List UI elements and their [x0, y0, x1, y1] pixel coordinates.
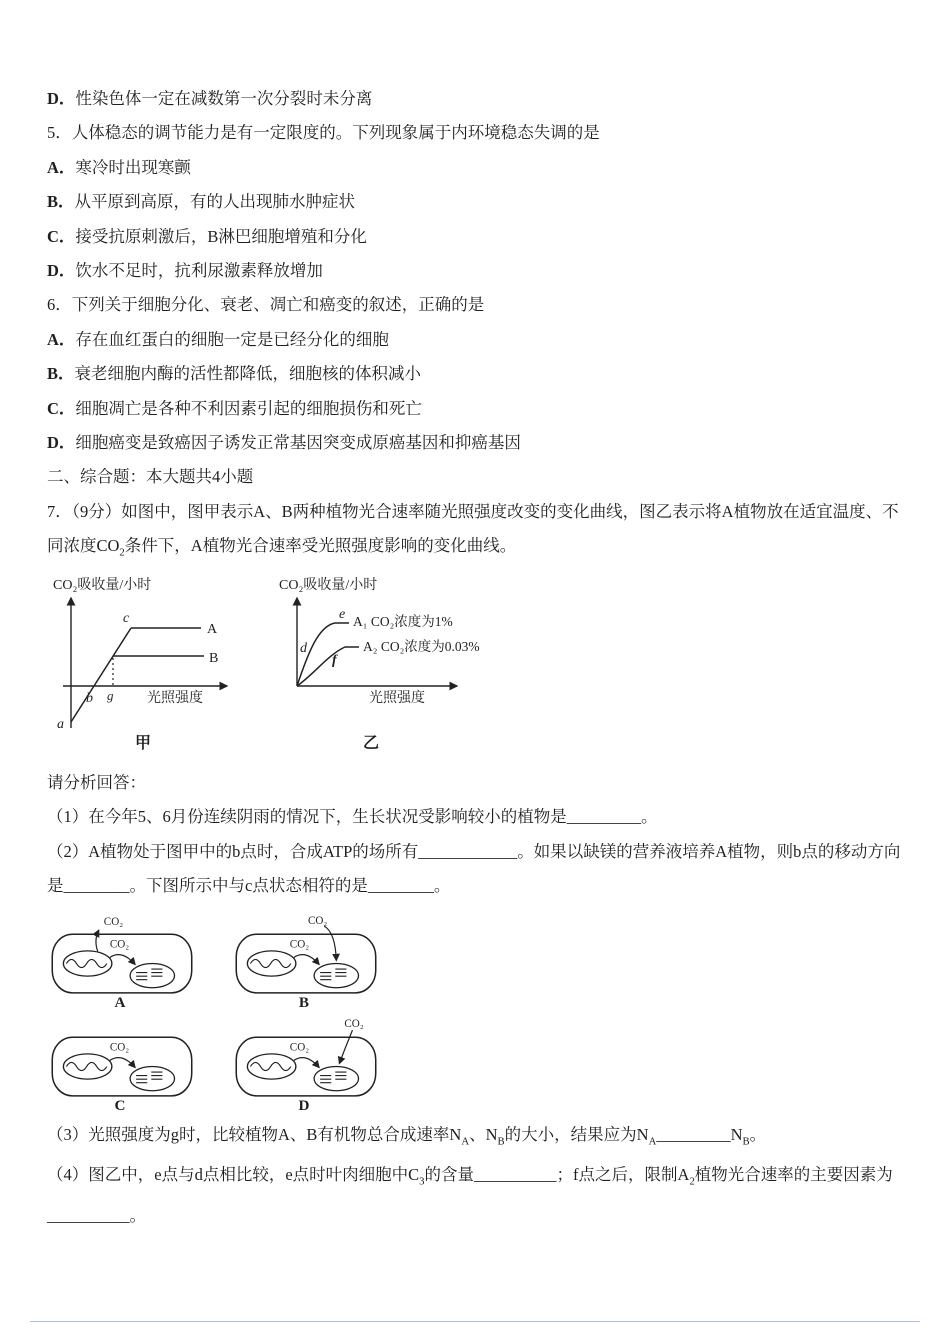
cell-diagram-b — [231, 914, 383, 1009]
chloroplast-grana — [136, 1072, 162, 1083]
co2-arrow-internal — [294, 1057, 319, 1067]
option-text: 饮水不足时，抗利尿激素释放增加 — [75, 261, 323, 281]
yi-point-d: d — [300, 640, 307, 656]
q7-part2: （2）A植物处于图甲中的b点时，合成ATP的场所有____________。如果以缺镁的营养液培养A植物，则b点的移动方向是________。下图所示中与c点状态相符的是________。 — [47, 841, 901, 896]
cell-diagrams-grid — [47, 914, 447, 1112]
chloroplast-grana — [320, 1072, 346, 1083]
q5-option-c — [47, 220, 905, 254]
jia-x-axis-label: 光照强度 — [147, 690, 203, 706]
q5-option-b — [47, 185, 905, 219]
option-letter: C． — [47, 226, 76, 246]
co2-label-external: CO₂ — [103, 915, 124, 928]
q7-part3: （3）光照强度为g时，比较植物A、B有机物总合成速率$N_A$、$N_B$的大小，结果应为$N_A\_\_\_\_\_\_\_\_\_N_B$。 — [47, 1124, 767, 1147]
co2-arrow-out — [96, 930, 99, 951]
jia-caption: 甲 — [135, 734, 152, 752]
option-letter: D． — [47, 433, 76, 453]
page-footer-rule — [30, 1321, 920, 1322]
q7-stem: 7．（9分）如图中，图甲表示A、B两种植物光合速率随光照强度改变的变化曲线，图乙表示将A植物放在适宜温度、不同浓度$CO_2$条件下，A植物光合速率受光照强度影响的变化曲线。 — [47, 501, 899, 559]
section-header: 二、综合题：本大题共4小题 — [47, 467, 254, 487]
mitochondrion-cristae — [250, 959, 290, 967]
figure-yi-graph — [277, 576, 507, 754]
jia-curve-a-label: A — [207, 621, 218, 637]
jia-rising-curve — [71, 628, 131, 722]
co2-arrow-in — [339, 1030, 352, 1063]
yi-point-e: e — [339, 606, 346, 622]
mitochondrion — [247, 1053, 296, 1078]
jia-point-a: a — [57, 716, 64, 732]
option-text: 细胞凋亡是各种不利因素引起的细胞损伤和死亡 — [75, 398, 422, 418]
jia-curve-b-label: B — [209, 650, 219, 666]
q7-figure-row — [51, 576, 905, 754]
jia-point-g: g — [107, 687, 114, 703]
yi-caption: 乙 — [363, 734, 380, 752]
co2-label-external: CO₂ — [344, 1017, 364, 1030]
cell-caption-b: B — [298, 993, 310, 1009]
option-text: 从平原到高原，有的人出现肺水肿症状 — [74, 192, 356, 212]
mitochondrion-cristae — [66, 1062, 106, 1070]
option-text: 性染色体一定在减数第一次分裂时未分离 — [75, 89, 373, 108]
q5-option-a — [47, 151, 905, 185]
cell-caption-d: D — [298, 1096, 310, 1112]
option-letter: D． — [47, 89, 76, 108]
mitochondrion — [63, 950, 112, 975]
prev-question-option-d — [47, 82, 905, 116]
q6-option-b — [47, 357, 905, 391]
co2-arrow-internal — [294, 954, 319, 964]
option-text: 寒冷时出现寒颤 — [75, 157, 191, 177]
q7-part1: （1）在今年5、6月份连续阴雨的情况下，生长状况受影响较小的植物是_________。 — [47, 807, 658, 827]
option-letter: A． — [47, 329, 76, 349]
option-letter: B． — [47, 192, 75, 212]
yi-point-f: f — [332, 652, 337, 668]
co2-arrow-in — [324, 926, 336, 960]
jia-y-axis-label: CO₂吸收量/小时 — [53, 577, 152, 593]
mitochondrion-cristae — [250, 1062, 290, 1070]
yi-y-axis-label: CO₂吸收量/小时 — [279, 577, 378, 593]
option-letter: D． — [47, 261, 76, 281]
mitochondrion-cristae — [66, 959, 106, 967]
yi-curve-a1-label: A₁ CO₂浓度为1% — [353, 613, 453, 629]
q6-stem: 6．下列关于细胞分化、衰老、凋亡和癌变的叙述，正确的是 — [47, 295, 485, 315]
q7-analyze-prompt: 请分析回答： — [47, 772, 146, 792]
figure-jia-graph — [51, 576, 271, 754]
option-text: 细胞癌变是致癌因子诱发正常基因突变成原癌基因和抑癌基因 — [75, 433, 521, 453]
cell-caption-a: A — [114, 993, 126, 1009]
yi-x-axis-label: 光照强度 — [369, 690, 425, 706]
co2-label-internal: CO₂ — [109, 937, 130, 950]
option-text: 衰老细胞内酶的活性都降低，细胞核的体积减小 — [74, 364, 422, 384]
co2-arrow-internal — [110, 1057, 135, 1067]
option-letter: A． — [47, 157, 76, 177]
q6-option-a — [47, 323, 905, 357]
q7-part4: （4）图乙中，e点与d点相比较，e点时叶肉细胞中$C_3$的含量__________；f点之后，限制$A_2$植物光合速率的主要因素为__________。 — [47, 1165, 893, 1226]
q5-stem: 5．人体稳态的调节能力是有一定限度的。下列现象属于内环境稳态失调的是 — [47, 123, 600, 143]
chloroplast-grana — [136, 969, 162, 980]
co2-arrow-internal — [110, 954, 135, 964]
cell-caption-c: C — [114, 1096, 126, 1112]
option-letter: B． — [47, 364, 75, 384]
chloroplast-grana — [320, 969, 346, 980]
option-letter: C． — [47, 398, 76, 418]
co2-label-internal: CO₂ — [289, 1040, 310, 1053]
q6-option-c — [47, 392, 905, 426]
cell-diagram-c — [47, 1017, 199, 1112]
option-text: 接受抗原刺激后，B淋巴细胞增殖和分化 — [75, 226, 367, 246]
mitochondrion — [247, 950, 296, 975]
co2-label-internal: CO₂ — [109, 1040, 130, 1053]
jia-point-b: b — [86, 690, 93, 706]
q6-option-d — [47, 426, 905, 460]
jia-point-c: c — [123, 610, 130, 626]
yi-curve-a2-label: A₂ CO₂浓度为0.03% — [363, 638, 480, 654]
q5-option-d — [47, 254, 905, 288]
option-text: 存在血红蛋白的细胞一定是已经分化的细胞 — [75, 329, 389, 349]
co2-label-internal: CO₂ — [289, 937, 310, 950]
co2-label-external: CO₂ — [308, 914, 328, 927]
cell-diagram-a — [47, 914, 199, 1009]
mitochondrion — [63, 1053, 112, 1078]
cell-diagram-d — [231, 1017, 383, 1112]
